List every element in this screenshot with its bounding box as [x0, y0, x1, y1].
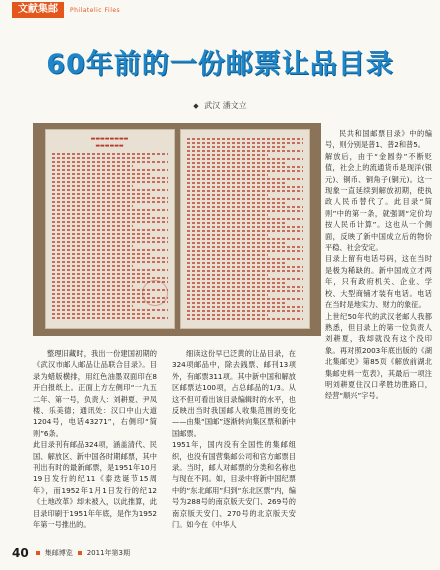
article-column-2 [172, 348, 296, 531]
section-tag: 文献集邮 [12, 2, 64, 18]
page-footer [12, 546, 130, 560]
section-subtitle: Philatelic Files [70, 6, 121, 14]
stamp-catalog-photo [33, 123, 321, 336]
article-paragraph: 细读这份早已泛黄的让品目录，在324项邮品中，除去銭票、邮刊13项外，有邮票311项。其中新中国和解放区邮票达100项，占总邮品的1/3。从这不但可看出该目录编辑时的水平，也反映出当时我国邮人收集范围的变化——由集“国邮”逐渐转向集区票和新中国邮票。 1951年，国内没有全国性的集邮组织，也没有国营集邮公司和官方邮票目录。当时，邮人对邮票的分类和名称也与现在不同。如，目录中将新中国纪票中的“东北邮用”归到“东北区票”内，编号为288号的南京版天安门、269号的南京版天安门、270号的北京版天安门。如今在《中华人 [172, 349, 296, 530]
catalog-sheet-left [45, 129, 175, 329]
author-name: 武汉 潘文立 [204, 101, 247, 110]
ink-stamp-mark [142, 280, 168, 306]
magazine-name: 集邮博览 [44, 549, 73, 557]
sheet-header-mark: ▬▬▬▬▬▬▬▬ ▬▬▬▬▬▬ [90, 136, 129, 149]
footer-dot-icon [36, 551, 40, 555]
diamond-icon: ◆ [193, 102, 199, 110]
catalog-sheet-right [180, 129, 310, 329]
article-column-1 [33, 348, 157, 531]
footer-dot-icon [78, 551, 82, 555]
section-header [0, 0, 440, 20]
page-number: 40 [12, 546, 29, 560]
article-column-3 [325, 128, 432, 402]
issue-label: 2011年第3期 [86, 549, 130, 557]
article-paragraph: 民共和国邮票目录》中的编号，则分别是普1、普2和普5。 解放后，由于“金圆券”不断贬值，社会上的流通货币是现洋(银元)、铜币、铜角子(铜元)。这一现象一直延续到解放初期，使执政人民币替代了。此目录“简则”中的第一条，就强调“定价均按人民币计算”。这也从一个侧面，反映了新中国成立后的物价平稳、社会安定。 目录上留有电话号码，这在当时是极为稀缺的。新中国成立才两年，只有政府机关、企业、学校、大型商铺才装有电话。电话在当时是地实力、财力的象征。 上世纪50年代的武汉老邮人我都熟悉，但目录上的第一位负责人刘耕夏，我却就没有这个没印象。再对照2003年底出版的《湖北集邮史》第85页《解放前湖北集邮史料一览表》，其最后一项注明刘耕夏住汉口孝胜坊胜路口，经营“顺兴”字号。 [325, 129, 432, 401]
article-title: 60年前的一份邮票让品目录 [46, 49, 394, 80]
article-paragraph: 整理旧藏时，我出一份建国初期的《武汉市邮人邮品让品联合目录》。目录为蜡版横排，用红色油墨双面印在8开白报纸上。正面上方左侧印“一九五二年、第一号，负责人：刘耕夏、尹凤楼、乐美德；通讯处：汉口中山大道1204号，电话43271”，右侧印“简则”6条。 此目录刊有邮品324项，涵盖清代、民国、解放区、新中国各时期邮票，其中刊出有时的最新邮票，是1951年10月19日发行的纪11《泰迭诞节15周年》，而1952年1月1日发行的纪12《土地改革》却未被入，以此推算，此目录印刷于1951年年底，是作为1952年第一号推出的。 [33, 349, 157, 530]
author-line [0, 100, 440, 111]
